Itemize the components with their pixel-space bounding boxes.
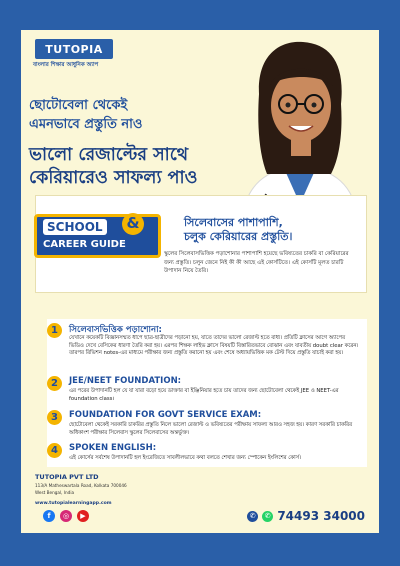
website-link[interactable]: www.tutopialearningapp.com [35, 501, 112, 506]
poster-sheet [21, 30, 379, 533]
whatsapp-icon: ✆ [262, 511, 273, 522]
panel-title: সিলেবাসের পাশাপাশি, চলুক কেরিয়ারের প্রস্তুতি। [184, 216, 293, 243]
company-name: TUTOPIA PVT LTD [35, 473, 99, 481]
badge-school-text: SCHOOL [43, 219, 107, 235]
company-address-region: West Bengal, India [35, 490, 75, 495]
section-title: FOUNDATION FOR GOVT SERVICE EXAM: [69, 410, 262, 420]
tutopia-logo [35, 39, 113, 59]
course-intro-panel [35, 195, 367, 293]
student-photo [221, 34, 379, 222]
contact-phone[interactable] [247, 509, 365, 523]
headline-small: ছোটোবেলা থেকেই এমনভাবে প্রস্তুতি নাও [29, 98, 143, 132]
badge-ampersand: & [122, 213, 144, 235]
phone-icon: ✆ [247, 511, 258, 522]
social-links [43, 510, 89, 522]
section-body: এর পরের উপাদানটি হল যে যা যারা বড়ো হয়ে ডাক্তার বা ইঞ্জিনিয়ার হতে চায় তাদের জন্য ছোটোবেলা থেকেই JEE ও NEET-এর foundation class। [69, 388, 339, 402]
section-number: 4 [47, 443, 62, 458]
section-title: সিলেবাসভিত্তিক পড়াশোনা: [69, 325, 162, 335]
facebook-icon[interactable]: f [43, 510, 55, 522]
company-address: 113/A Matheswartala Road, Kolkata 700046 [35, 483, 127, 488]
instagram-icon[interactable]: ◎ [60, 510, 72, 522]
section-body: যেখানে কয়েকটি বিজ্ঞানসম্মত ধাপে ছাত্র-ছাত্রীদের পড়ানো হয়, যাতে তাদের ভালো রেজাল্ট হতে বাধ্য। প্রতিটি ক্লাসের আগে অ্যাপের ভিডিও দেখে বেসিকের ধারণা তৈরি করা হয়। এরপর শিক্ষক লাইভ ক্লাসে বিষয়টি বিস্তারিতভাবে বোঝান এবং যাবতীয় doubt clear করেন। তারপর রিভিশন notes-এর মাধ্যমে পরীক্ষার জন্য প্রস্তুতি করানো হয় এবং শেষে অধ্যায়ভিত্তিক মক টেস্ট দিয়ে প্রস্তুতি যাচাই করা হয়। [69, 335, 359, 356]
section-number: 2 [47, 376, 62, 391]
course-sections [47, 319, 367, 467]
school-career-guide-badge [34, 214, 161, 258]
phone-number: 74493 34000 [277, 509, 365, 523]
youtube-icon[interactable]: ▶ [77, 510, 89, 522]
logo-text: TUTOPIA [45, 42, 103, 56]
headline-large: ভালো রেজাল্টের সাথে কেরিয়ারেও সাফল্য পাও [29, 145, 198, 188]
badge-career-text: CAREER GUIDE [43, 239, 126, 250]
section-body: এই কোর্সের সর্বশেষ উপাদানটি হল ইংরেজিতে সাবলীলভাবে কথা বলতে শেখার জন্য স্পোকেন ইংলিশের কোর্স। [69, 455, 302, 461]
section-number: 1 [47, 323, 62, 338]
brand-tagline: বাংলার শিক্ষার আধুনিক অ্যাপ [33, 62, 99, 68]
panel-body: স্কুলের সিলেবাসভিত্তিক পড়াশোনার পাশাপাশি হয়েছে ভবিষ্যতের চাকরি বা কেরিয়ারের জন্য প্রস্তুতি। চলুন জেনে নিই কী কী আছে এই কোর্সটিতে। এই কোর্সটি মূলত চারটি উপাদান নিয়ে তৈরি। [164, 251, 349, 274]
section-title: SPOKEN ENGLISH: [69, 443, 157, 453]
section-body: ছোটোবেলা থেকেই সরকারি চাকরির প্রস্তুতি নিলে ভালো রেজাল্ট ও ভবিষ্যতের পরীক্ষায় সাফল্য আরও সহজ হয়। কারণ সরকারি চাকরির অধিকাংশ পরীক্ষার সিলেবাস স্কুলের সিলেবাসের অন্তর্ভুক্ত। [69, 422, 352, 436]
section-title: JEE/NEET FOUNDATION: [69, 376, 182, 386]
section-number: 3 [47, 410, 62, 425]
